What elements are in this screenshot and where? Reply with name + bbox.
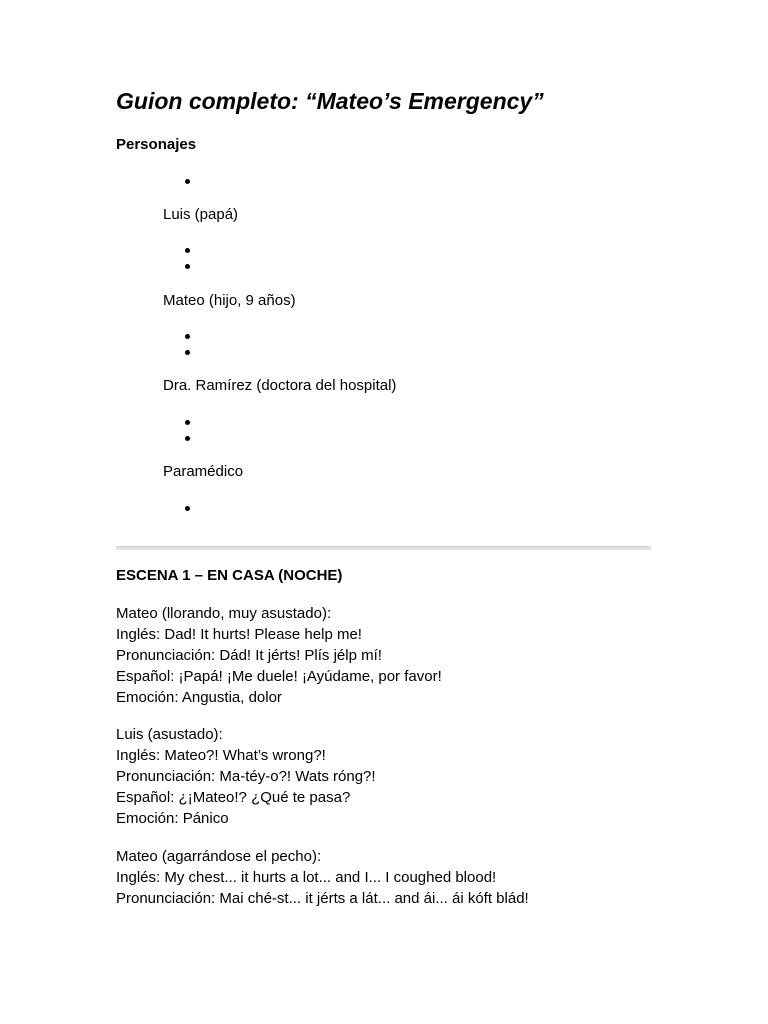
character-paramedico: Paramédico [163, 463, 244, 480]
horizontal-rule [116, 546, 651, 550]
dialogue-english: Inglés: Mateo?! What’s wrong?! [116, 747, 326, 764]
list-bullet [185, 506, 190, 511]
document-title: Guion completo: “Mateo’s Emergency” [116, 88, 544, 114]
list-bullet [185, 334, 190, 339]
dialogue-speaker: Mateo (agarrándose el pecho): [116, 848, 322, 865]
dialogue-spanish: Español: ¿¡Mateo!? ¿Qué te pasa? [116, 789, 351, 806]
dialogue-emotion: Emoción: Pánico [116, 810, 229, 827]
dialogue-emotion: Emoción: Angustia, dolor [116, 689, 282, 706]
list-bullet [185, 264, 190, 269]
dialogue-pronunciation: Pronunciación: Dád! It jérts! Plís jélp mí! [116, 647, 382, 664]
dialogue-pronunciation: Pronunciación: Mai ché-st... it jérts a lát... and ái... ái kóft blád! [116, 890, 529, 907]
dialogue-english: Inglés: My chest... it hurts a lot... and I... I coughed blood! [116, 869, 497, 886]
characters-heading: Personajes [116, 136, 197, 153]
scene-heading: ESCENA 1 – EN CASA (NOCHE) [116, 567, 343, 584]
dialogue-english: Inglés: Dad! It hurts! Please help me! [116, 626, 362, 643]
dialogue-spanish: Español: ¡Papá! ¡Me duele! ¡Ayúdame, por favor! [116, 668, 442, 685]
list-bullet [185, 248, 190, 253]
list-bullet [185, 179, 190, 184]
character-mateo: Mateo (hijo, 9 años) [163, 292, 296, 309]
dialogue-speaker: Luis (asustado): [116, 726, 223, 743]
dialogue-pronunciation: Pronunciación: Ma-téy-o?! Wats róng?! [116, 768, 376, 785]
list-bullet [185, 436, 190, 441]
character-dra-ramirez: Dra. Ramírez (doctora del hospital) [163, 377, 397, 394]
character-luis: Luis (papá) [163, 206, 239, 223]
list-bullet [185, 350, 190, 355]
list-bullet [185, 420, 190, 425]
dialogue-speaker: Mateo (llorando, muy asustado): [116, 605, 332, 622]
